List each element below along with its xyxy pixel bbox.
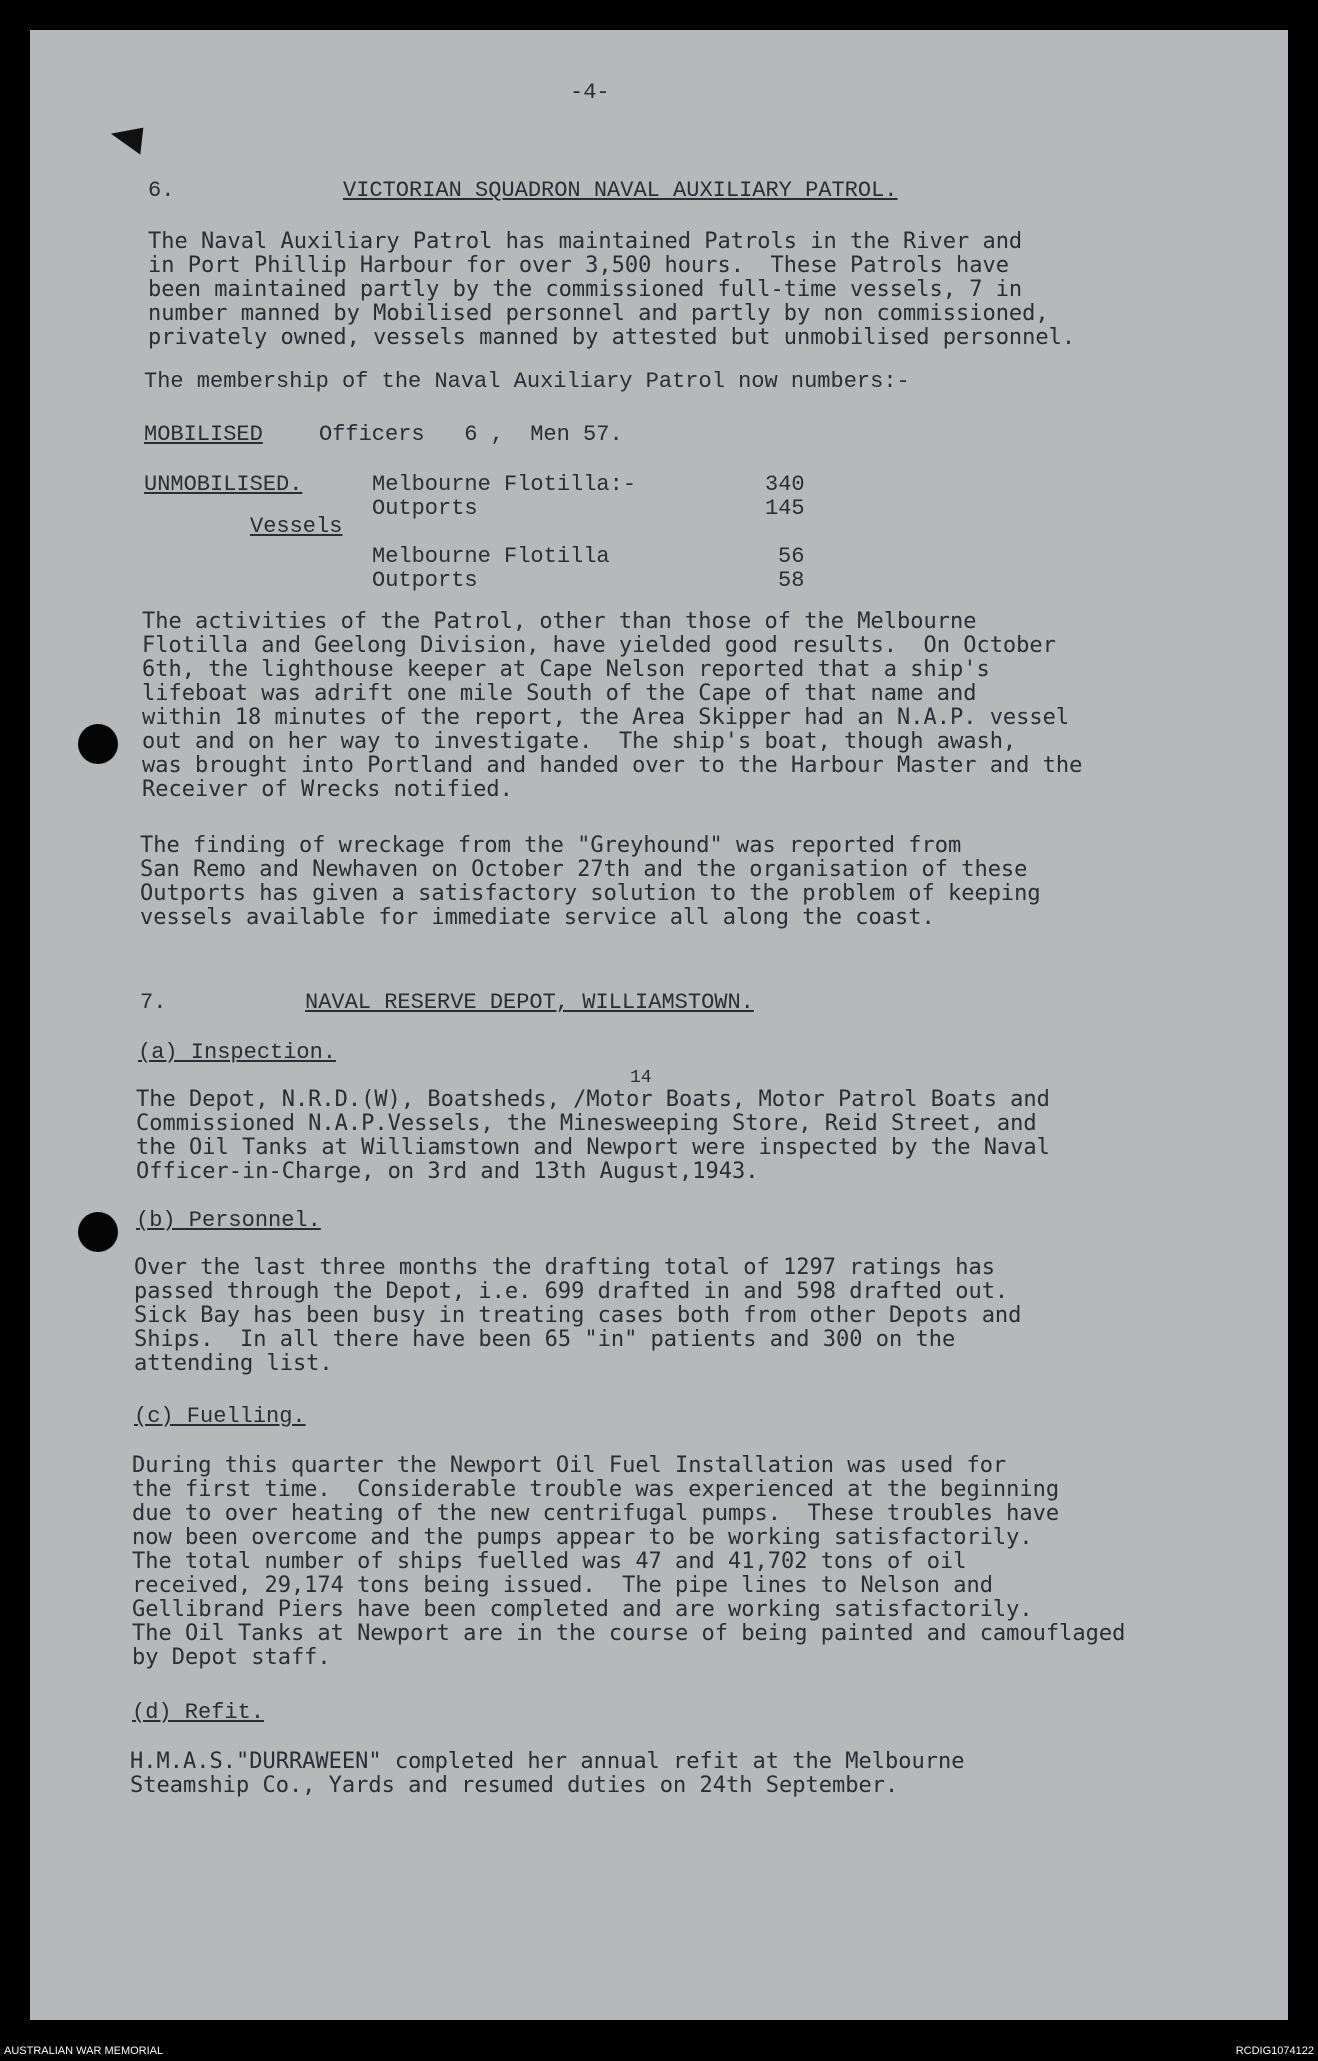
- section-title: VICTORIAN SQUADRON NAVAL AUXILIARY PATROL.: [343, 178, 898, 203]
- subsection-d-text: H.M.A.S."DURRAWEEN" completed her annual refit at the Melbourne Steamship Co., Yards and resumed duties on 24th September.: [130, 1749, 965, 1798]
- table-row: [372, 496, 478, 521]
- row-label: Melbourne Flotilla:-: [372, 472, 637, 497]
- unmobilised-label: UNMOBILISED.: [144, 472, 303, 497]
- row-label: Melbourne Flotilla: [372, 544, 610, 569]
- punch-hole: [78, 1212, 118, 1252]
- handwritten-note: 14: [630, 1068, 652, 1088]
- table-row: [372, 472, 636, 497]
- section-number: 6.: [148, 178, 175, 203]
- table-value: 145: [765, 496, 805, 521]
- subsection-b-text: Over the last three months the drafting total of 1297 ratings has passed through the Depot, i.e. 699 drafted in and 598 drafted out. Sick Bay has been busy in treating cases both from other Depots and Ships. In all there have been 65 "in" patients and 300 on the attending list.: [134, 1255, 1022, 1376]
- subsection-a-text: The Depot, N.R.D.(W), Boatsheds, /Motor Boats, Motor Patrol Boats and Commissioned N.A.P.Vessels, the Minesweeping Store, Reid Street, and the Oil Tanks at Williamstown and Newport were inspected by the Naval Officer-in-Charge, on 3rd and 13th August,1943.: [136, 1087, 1050, 1184]
- table-value: 340: [765, 472, 805, 497]
- footer-left: AUSTRALIAN WAR MEMORIAL: [4, 2045, 164, 2057]
- subsection-c-title: (c) Fuelling.: [134, 1404, 306, 1429]
- mobilised-label: MOBILISED: [144, 422, 263, 447]
- section-6-heading: [148, 178, 1048, 206]
- section-6-paragraph-1: The Naval Auxiliary Patrol has maintained Patrols in the River and in Port Phillip Harbour for over 3,500 hours. These Patrols have been maintained partly by the commissioned full-time vessels, 7 in number manned by Mobilised personnel and partly by non commissioned, privately owned, vessels manned by attested but unmobilised personnel.: [148, 229, 1076, 350]
- punch-hole: [78, 724, 118, 764]
- section-6-paragraph-3: The finding of wreckage from the "Greyhound" was reported from San Remo and Newhaven on October 27th and the organisation of these Outports has given a satisfactory solution to the problem of keeping vessels available for immediate service all along the coast.: [140, 833, 1041, 930]
- footer-right: RCDIG1074122: [1235, 2045, 1314, 2057]
- row-label: Outports: [372, 496, 478, 521]
- vessels-label: Vessels: [250, 514, 343, 539]
- mobilised-value: Officers 6 , Men 57.: [319, 422, 623, 447]
- subsection-a-title: (a) Inspection.: [138, 1040, 337, 1065]
- membership-intro: The membership of the Naval Auxiliary Patrol now numbers:-: [144, 369, 910, 394]
- subsection-d-title: (d) Refit.: [132, 1700, 265, 1725]
- section-6-paragraph-2: The activities of the Patrol, other than those of the Melbourne Flotilla and Geelong Division, have yielded good results. On October 6th, the lighthouse keeper at Cape Nelson reported that a ship's lifeboat was adrift one mile South of the Cape of that name and within 18 minutes of the report, the Area Skipper had an N.A.P. vessel out and on her way to investigate. The ship's boat, though awash, was brought into Portland and handed over to the Harbour Master and the Receiver of Wrecks notified.: [142, 609, 1083, 802]
- subsection-c-text: During this quarter the Newport Oil Fuel Installation was used for the first time. Considerable trouble was experienced at the beginning due to over heating of the new centrifugal pumps. These troubles have now been overcome and the pumps appear to be working satisfactorily. The total number of ships fuelled was 47 and 41,702 tons of oil received, 29,174 tons being issued. The pipe lines to Nelson and Gellibrand Piers have been completed and are working satisfactorily. The Oil Tanks at Newport are in the course of being painted and camouflaged by Depot staff.: [132, 1453, 1126, 1670]
- table-value: 56: [778, 544, 805, 569]
- section-title: NAVAL RESERVE DEPOT, WILLIAMSTOWN.: [305, 990, 754, 1015]
- row-label: Outports: [372, 568, 478, 593]
- subsection-b-title: (b) Personnel.: [136, 1208, 321, 1233]
- section-number: 7.: [140, 990, 167, 1015]
- section-7-heading: [140, 990, 1040, 1018]
- table-row: [372, 568, 478, 593]
- page-number: -4-: [570, 80, 610, 105]
- table-row: [372, 544, 610, 569]
- mobilised-row: [144, 422, 623, 447]
- table-value: 58: [778, 568, 805, 593]
- torn-corner-mark: [111, 116, 155, 161]
- document-page: [30, 30, 1288, 2020]
